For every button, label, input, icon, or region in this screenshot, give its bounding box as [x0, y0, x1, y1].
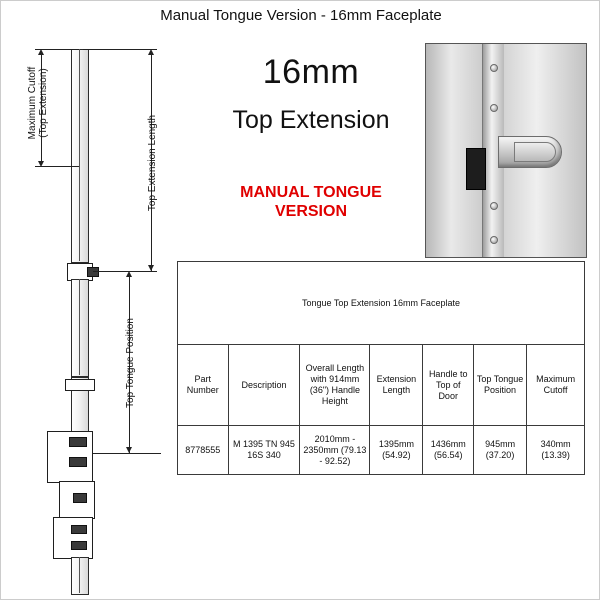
- rail-center-line: [79, 279, 80, 375]
- lower-hook: [71, 541, 87, 550]
- header-extension-length: Extension Length: [370, 345, 423, 426]
- cell-top-tongue-position: 945mm (37.20): [473, 426, 526, 475]
- photo-screw-icon: [490, 202, 498, 210]
- page-title: Manual Tongue Version - 16mm Faceplate: [160, 7, 442, 24]
- photo-screw-icon: [490, 104, 498, 112]
- cell-overall-length: 2010mm - 2350mm (79.13 - 92.52): [300, 426, 370, 475]
- cell-part-number: 8778555: [178, 426, 229, 475]
- cell-maximum-cutoff: 340mm (13.39): [527, 426, 585, 475]
- spindle-hole: [73, 493, 87, 503]
- table-caption: Tongue Top Extension 16mm Faceplate: [178, 262, 585, 345]
- table-header-row: [178, 345, 585, 426]
- cell-handle-to-top: 1436mm (56.54): [423, 426, 474, 475]
- rail-center-line: [79, 557, 80, 593]
- headline-size: 16mm: [262, 53, 360, 91]
- lower-rail-bottom: [71, 557, 89, 595]
- rail-center-line: [79, 49, 80, 261]
- header-top-tongue-position: Top Tongue Position: [473, 345, 526, 426]
- header-maximum-cutoff: Maximum Cutoff: [527, 345, 585, 426]
- header-part-number: Part Number: [178, 345, 229, 426]
- header-description: Description: [228, 345, 300, 426]
- mid-rail-upper: [71, 279, 89, 377]
- lower-roller: [71, 525, 87, 534]
- lock-case-lower: [53, 517, 93, 559]
- lower-strike-a: [65, 379, 95, 391]
- header-overall-length: Overall Length with 914mm (36") Handle Height: [300, 345, 370, 426]
- dead-bolt: [69, 457, 87, 467]
- table-row: [178, 426, 585, 475]
- cell-extension-length: 1395mm (54.92): [370, 426, 423, 475]
- dim-label-top-ext-length: Top Extension Length: [147, 114, 158, 212]
- dim-tick: [93, 453, 161, 454]
- table-caption-row: [178, 262, 585, 345]
- photo-tongue-lip: [514, 142, 556, 162]
- top-tongue: [87, 267, 99, 277]
- dim-tick: [83, 49, 157, 50]
- latch-bolt: [69, 437, 87, 447]
- photo-screw-icon: [490, 64, 498, 72]
- headline-version-line1: MANUAL TONGUE: [240, 184, 382, 201]
- product-photo: [425, 43, 587, 258]
- photo-screw-icon: [490, 236, 498, 244]
- header-handle-to-top: Handle to Top of Door: [423, 345, 474, 426]
- top-extension-rail: [71, 49, 89, 263]
- spec-table: [177, 261, 585, 475]
- photo-keeper-block: [466, 148, 486, 190]
- dim-label-top-tongue-position: Top Tongue Position: [125, 318, 136, 408]
- headline-product: Top Extension: [232, 106, 390, 134]
- headline-version: [196, 183, 426, 221]
- headline-version-line2: VERSION: [274, 203, 347, 220]
- dim-label-max-cutoff: Maximum Cutoff (Top Extension): [27, 66, 49, 140]
- dim-tick: [35, 166, 79, 167]
- cell-description: M 1395 TN 945 16S 340: [228, 426, 300, 475]
- dim-tick: [93, 271, 137, 272]
